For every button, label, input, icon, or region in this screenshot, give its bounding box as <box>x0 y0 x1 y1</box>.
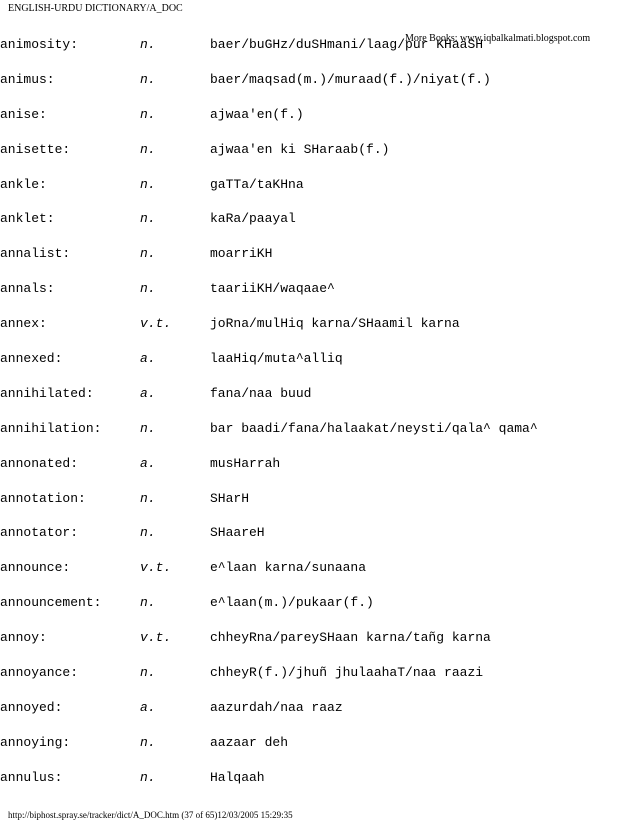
entry-part-of-speech: n. <box>140 420 156 436</box>
entry-meaning: taariiKH/waqaae^ <box>210 281 335 297</box>
entry-word: anklet: <box>0 211 55 227</box>
dictionary-entry <box>0 142 638 177</box>
entry-part-of-speech: n. <box>140 665 156 681</box>
entry-meaning: fana/naa buud <box>210 385 312 401</box>
dictionary-entry <box>0 525 638 560</box>
entry-part-of-speech: n. <box>140 525 156 541</box>
entry-meaning: ajwaa'en(f.) <box>210 106 304 122</box>
entry-word: animosity: <box>0 37 79 52</box>
entry-meaning: ajwaa'en ki SHaraab(f.) <box>210 141 390 157</box>
dictionary-entry <box>0 700 638 735</box>
entry-word: annonated: <box>0 455 79 471</box>
entry-word: annoying: <box>0 734 71 750</box>
entry-meaning: Halqaah <box>210 769 265 785</box>
entry-part-of-speech: v.t. <box>140 316 172 332</box>
entry-meaning: aazurdah/naa raaz <box>210 699 343 715</box>
entry-meaning: gaTTa/taKHna <box>210 176 304 192</box>
entry-meaning: baer/buGHz/duSHmani/laag/pur KHaaSH <box>210 37 484 52</box>
dictionary-entry <box>0 560 638 595</box>
entry-word: annihilation: <box>0 420 102 436</box>
dictionary-entry <box>0 665 638 700</box>
dictionary-entry <box>0 351 638 386</box>
dictionary-entry <box>0 281 638 316</box>
dictionary-entry <box>0 246 638 281</box>
entry-word: annotator: <box>0 525 79 541</box>
dictionary-entry <box>0 735 638 770</box>
entry-part-of-speech: n. <box>140 246 156 262</box>
dictionary-entry <box>0 630 638 665</box>
dictionary-entry <box>0 386 638 421</box>
entry-word: annoy: <box>0 630 47 646</box>
entry-meaning: e^laan karna/sunaana <box>210 560 367 576</box>
entry-part-of-speech: n. <box>140 769 156 785</box>
entry-part-of-speech: n. <box>140 734 156 750</box>
entry-part-of-speech: a. <box>140 699 156 715</box>
entry-part-of-speech: n. <box>140 37 156 52</box>
entry-meaning: kaRa/paayal <box>210 211 296 227</box>
entry-word: annex: <box>0 316 47 332</box>
dictionary-entry <box>0 770 638 805</box>
dictionary-entries <box>0 37 638 805</box>
entry-word: anisette: <box>0 141 71 157</box>
entry-word: annihilated: <box>0 385 94 401</box>
document-title: ENGLISH-URDU DICTIONARY/A_DOC <box>8 3 183 14</box>
entry-meaning: e^laan(m.)/pukaar(f.) <box>210 595 374 611</box>
entry-part-of-speech: n. <box>140 141 156 157</box>
dictionary-entry <box>0 107 638 142</box>
entry-word: annoyed: <box>0 699 63 715</box>
entry-part-of-speech: n. <box>140 71 156 87</box>
entry-word: annexed: <box>0 351 63 367</box>
entry-part-of-speech: n. <box>140 106 156 122</box>
more-books-link[interactable]: More Books: www.iqbalkalmati.blogspot.com <box>405 33 591 44</box>
entry-word: annalist: <box>0 246 71 262</box>
entry-part-of-speech: n. <box>140 281 156 297</box>
entry-meaning: SHaareH <box>210 525 265 541</box>
entry-word: annulus: <box>0 769 63 785</box>
entry-part-of-speech: a. <box>140 385 156 401</box>
entry-word: annoyance: <box>0 665 79 681</box>
dictionary-entry <box>0 211 638 246</box>
entry-part-of-speech: a. <box>140 351 156 367</box>
entry-part-of-speech: n. <box>140 595 156 611</box>
entry-meaning: SHarH <box>210 490 250 506</box>
entry-meaning: joRna/mulHiq karna/SHaamil karna <box>210 316 460 332</box>
entry-part-of-speech: n. <box>140 490 156 506</box>
entry-meaning: musHarrah <box>210 455 281 471</box>
entry-part-of-speech: n. <box>140 211 156 227</box>
dictionary-entry <box>0 177 638 212</box>
entry-part-of-speech: v.t. <box>140 560 172 576</box>
dictionary-entry <box>0 316 638 351</box>
dictionary-entry <box>0 421 638 456</box>
entry-word: animus: <box>0 71 55 87</box>
entry-meaning: aazaar deh <box>210 734 289 750</box>
entry-meaning: baer/maqsad(m.)/muraad(f.)/niyat(f.) <box>210 71 491 87</box>
entry-meaning: chheyRna/pareySHaan karna/tañg karna <box>210 630 491 646</box>
entry-word: announce: <box>0 560 71 576</box>
dictionary-entry <box>0 72 638 107</box>
entry-meaning: laaHiq/muta^alliq <box>210 351 343 367</box>
dictionary-entry <box>0 491 638 526</box>
entry-meaning: bar baadi/fana/halaakat/neysti/qala^ qama^ <box>210 420 538 436</box>
dictionary-entry <box>0 456 638 491</box>
entry-meaning: moarriKH <box>210 246 273 262</box>
entry-word: annals: <box>0 281 55 297</box>
entry-meaning: chheyR(f.)/jhuñ jhulaahaT/naa raazi <box>210 665 484 681</box>
entry-part-of-speech: v.t. <box>140 630 172 646</box>
page-footer-url: http://biphost.spray.se/tracker/dict/A_DOC.htm (37 of 65)12/03/2005 15:29:35 <box>8 810 293 820</box>
entry-word: announcement: <box>0 595 102 611</box>
entry-word: ankle: <box>0 176 47 192</box>
entry-part-of-speech: n. <box>140 176 156 192</box>
dictionary-entry <box>0 595 638 630</box>
entry-word: annotation: <box>0 490 86 506</box>
entry-part-of-speech: a. <box>140 455 156 471</box>
entry-word: anise: <box>0 106 47 122</box>
